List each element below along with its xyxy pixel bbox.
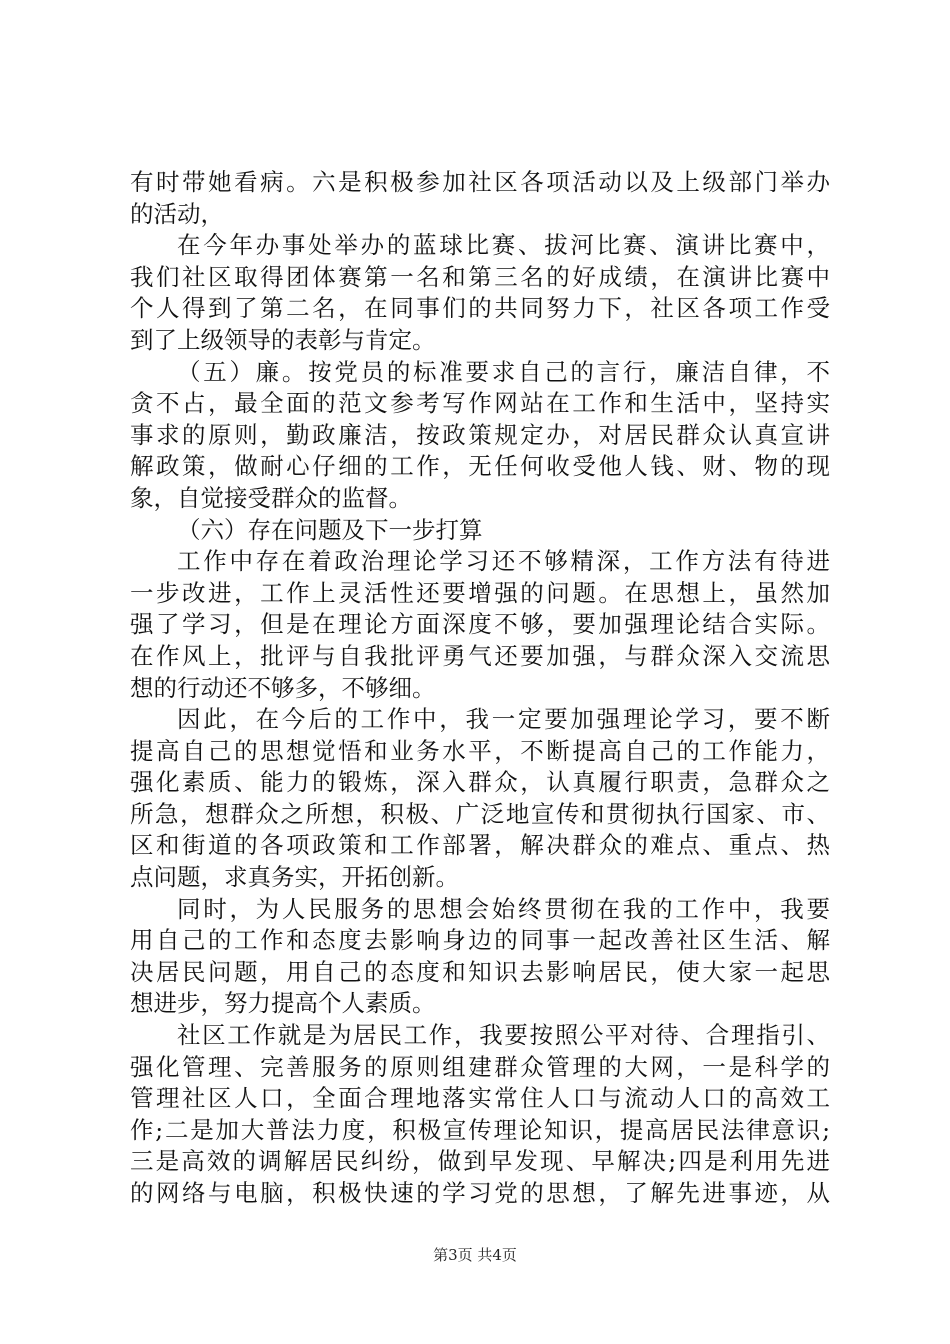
- text-line: 同时，为人民服务的思想会始终贯彻在我的工作中，我要: [177, 894, 830, 923]
- section-heading: （六）存在问题及下一步打算: [177, 515, 483, 544]
- text-line: 所急，想群众之所想，积极、广泛地宣传和贯彻执行国家、市、: [130, 799, 830, 828]
- text-line: 提高自己的思想觉悟和业务水平，不断提高自己的工作能力，: [130, 736, 830, 765]
- text-line: 作;二是加大普法力度，积极宣传理论知识，提高居民法律意识;: [130, 1115, 830, 1144]
- paragraph-2: [130, 230, 830, 356]
- text-line: 强化素质、能力的锻炼，深入群众，认真履行职责，急群众之: [130, 768, 830, 797]
- page-number-footer: 第3页 共4页: [433, 1246, 517, 1264]
- text-line: 点问题，求真务实，开拓创新。: [130, 863, 459, 892]
- text-line: 在作风上，批评与自我批评勇气还要加强，与群众深入交流思: [130, 641, 830, 670]
- document-body: [130, 167, 830, 1210]
- text-line: 在今年办事处举办的蓝球比赛、拔河比赛、演讲比赛中，: [177, 231, 830, 260]
- text-line: 三是高效的调解居民纠纷，做到早发现、早解决;四是利用先进: [130, 1147, 830, 1176]
- text-line: 区和街道的各项政策和工作部署，解决群众的难点、重点、热: [130, 831, 830, 860]
- text-line: 想的行动还不够多，不够细。: [130, 673, 436, 702]
- text-line: 用自己的工作和态度去影响身边的同事一起改善社区生活、解: [130, 926, 830, 955]
- paragraph-7: [130, 894, 830, 1020]
- paragraph-8: [130, 1020, 830, 1210]
- text-line: 一步改进，工作上灵活性还要增强的问题。在思想上，虽然加: [130, 578, 830, 607]
- paragraph-3: [130, 357, 830, 515]
- paragraph-6: [130, 704, 830, 894]
- text-line: 有时带她看病。六是积极参加社区各项活动以及上级部门举办: [130, 168, 830, 196]
- text-line: 决居民问题，用自己的态度和知识去影响居民，使大家一起思: [130, 957, 830, 986]
- text-line: （五）廉。按党员的标准要求自己的言行，廉洁自律，不: [177, 357, 830, 386]
- text-line: 因此，在今后的工作中，我一定要加强理论学习，要不断: [177, 705, 830, 734]
- text-line: 到了上级领导的表彰与肯定。: [130, 325, 436, 354]
- text-line: 强了学习，但是在理论方面深度不够，要加强理论结合实际。: [130, 610, 830, 639]
- text-line: 象，自觉接受群众的监督。: [130, 483, 412, 512]
- text-line: 贪不占，最全面的范文参考写作网站在工作和生活中，坚持实: [130, 389, 830, 418]
- text-line: 个人得到了第二名，在同事们的共同努力下，社区各项工作受: [130, 294, 830, 323]
- text-line: 社区工作就是为居民工作，我要按照公平对待、合理指引、: [177, 1021, 830, 1050]
- text-line: 管理社区人口，全面合理地落实常住人口与流动人口的高效工: [130, 1084, 830, 1113]
- text-line: 事求的原则，勤政廉洁，按政策规定办，对居民群众认真宣讲: [130, 420, 830, 449]
- text-line: 强化管理、完善服务的原则组建群众管理的大网，一是科学的: [130, 1052, 830, 1081]
- text-line: 解政策，做耐心仔细的工作，无任何收受他人钱、财、物的现: [130, 452, 830, 481]
- text-line: 的网络与电脑，积极快速的学习党的思想，了解先进事迹，从: [130, 1179, 830, 1207]
- paragraph-4-heading: [130, 515, 830, 547]
- text-line: 的活动，: [130, 199, 224, 228]
- text-line: 我们社区取得团体赛第一名和第三名的好成绩，在演讲比赛中: [130, 262, 830, 291]
- text-line: 想进步，努力提高个人素质。: [130, 989, 436, 1018]
- paragraph-5: [130, 546, 830, 704]
- text-line: 工作中存在着政治理论学习还不够精深，工作方法有待进: [177, 547, 830, 576]
- paragraph-1: [130, 167, 830, 230]
